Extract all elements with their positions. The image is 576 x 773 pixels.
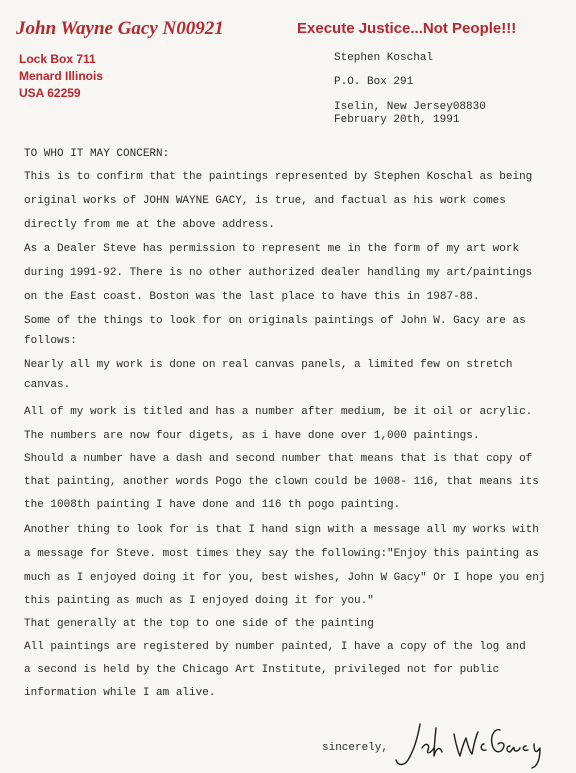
body-line: canvas. bbox=[24, 379, 71, 391]
recipient-line: Iselin, New Jersey08830 bbox=[334, 101, 486, 113]
body-line: a second is held by the Chicago Art Institute, privileged not for public bbox=[24, 664, 500, 676]
letterhead-slogan: Execute Justice...Not People!!! bbox=[297, 20, 517, 37]
body-line: All paintings are registered by number painted, I have a copy of the log and bbox=[24, 641, 526, 653]
body-line: that painting, another words Pogo the clown could be 1008- 116, that means its bbox=[24, 476, 539, 488]
body-line: directly from me at the above address. bbox=[24, 219, 275, 231]
handwritten-signature bbox=[392, 718, 562, 770]
body-line: information while I am alive. bbox=[24, 687, 216, 699]
body-line: This is to confirm that the paintings represented by Stephen Koschal as being bbox=[24, 171, 533, 183]
body-line: As a Dealer Steve has permission to represent me in the form of my art work bbox=[24, 243, 520, 255]
letterhead-address-line: Lock Box 711 bbox=[19, 52, 96, 66]
letterhead-name: John Wayne Gacy N00921 bbox=[16, 18, 224, 39]
closing: sincerely, bbox=[322, 742, 389, 754]
body-line: All of my work is titled and has a number after medium, be it oil or acrylic. bbox=[24, 406, 533, 418]
body-line: much as I enjoyed doing it for you, best wishes, John W Gacy" Or I hope you enj bbox=[24, 572, 546, 584]
body-line: original works of JOHN WAYNE GACY, is true, and factual as his work comes bbox=[24, 195, 506, 207]
body-line: That generally at the top to one side of the painting bbox=[24, 618, 374, 630]
body-line: on the East coast. Boston was the last place to have this in 1987-88. bbox=[24, 291, 480, 303]
body-line: the 1008th painting I have done and 116 th pogo painting. bbox=[24, 499, 401, 511]
salutation: TO WHO IT MAY CONCERN: bbox=[24, 148, 170, 160]
recipient-line: P.O. Box 291 bbox=[334, 76, 414, 88]
body-line: Another thing to look for is that I hand sign with a message all my works with bbox=[24, 524, 539, 536]
body-line: Should a number have a dash and second number that means that is that copy of bbox=[24, 453, 533, 465]
body-line: this painting as much as I enjoyed doing it for you." bbox=[24, 595, 374, 607]
letterhead-address-line: Menard Illinois bbox=[19, 69, 104, 83]
letter-date: February 20th, 1991 bbox=[334, 114, 460, 126]
body-line: Some of the things to look for on originals paintings of John W. Gacy are as bbox=[24, 315, 526, 327]
body-line: follows: bbox=[24, 335, 77, 347]
body-line: Nearly all my work is done on real canvas panels, a limited few on stretch bbox=[24, 359, 513, 371]
body-line: a message for Steve. most times they say the following:"Enjoy this painting as bbox=[24, 548, 539, 560]
body-line: The numbers are now four digets, as i have done over 1,000 paintings. bbox=[24, 430, 480, 442]
recipient-line: Stephen Koschal bbox=[334, 52, 434, 64]
letterhead-address-line: USA 62259 bbox=[19, 86, 81, 100]
body-line: during 1991-92. There is no other authorized dealer handling my art/paintings bbox=[24, 267, 533, 279]
